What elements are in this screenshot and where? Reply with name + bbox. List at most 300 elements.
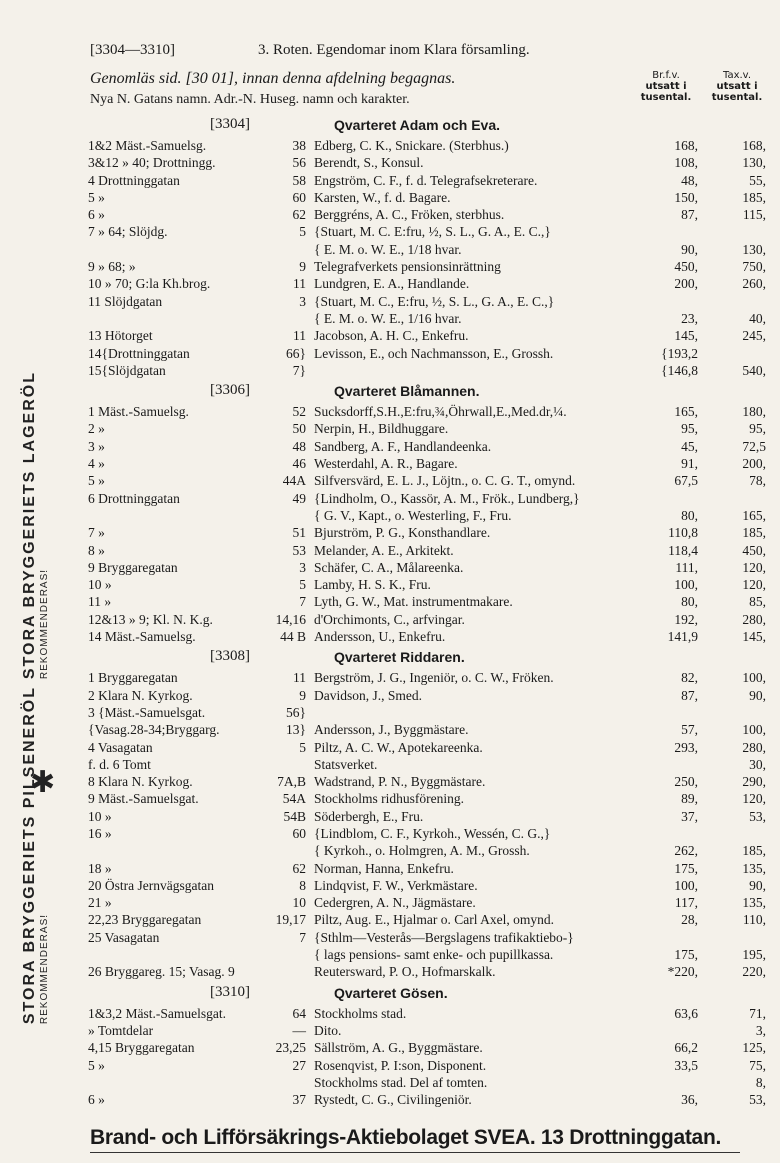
- address-number: 48: [292, 438, 306, 454]
- street-address: 9 Bryggaregatan: [88, 559, 178, 575]
- owner-name: Stockholms stad. Del af tomten.: [314, 1074, 488, 1090]
- property-row: [88, 543, 768, 560]
- fire-insurance-value: 165,: [674, 404, 698, 420]
- property-row: [88, 456, 768, 473]
- tax-value: 130,: [742, 155, 766, 171]
- fire-insurance-value: 450,: [674, 259, 698, 275]
- tax-value: 125,: [742, 1040, 766, 1056]
- address-number: 9: [299, 687, 306, 703]
- column-description: Nya N. Gatans namn. Adr.-N. Huseg. namn och karakter.: [90, 92, 410, 107]
- owner-name: Piltz, Aug. E., Hjalmar o. Carl Axel, omynd.: [314, 912, 554, 928]
- property-row: [88, 594, 768, 611]
- tax-value: 290,: [742, 774, 766, 790]
- street-address: 6 »: [88, 207, 105, 223]
- tax-value: 90,: [749, 877, 766, 893]
- property-row: [88, 1006, 768, 1023]
- street-address: 22,23 Bryggaregatan: [88, 912, 202, 928]
- block-header: [88, 646, 768, 670]
- block-name: Qvarteret Gösen.: [334, 984, 448, 1001]
- tax-value: 3,: [755, 1022, 766, 1038]
- address-number: 60: [292, 189, 306, 205]
- tax-value: 195,: [742, 947, 766, 963]
- property-row: [88, 138, 768, 155]
- owner-name: Sällström, A. G., Byggmästare.: [314, 1040, 483, 1056]
- owner-name: Silfversvärd, E. L. J., Löjtn., o. C. G. T., omynd.: [314, 473, 576, 489]
- property-row: [88, 612, 768, 629]
- owner-name: Stockholms stad.: [314, 1005, 407, 1021]
- margin-ad-pilsenerol: [18, 685, 52, 1025]
- property-row: [88, 722, 768, 739]
- column-header-brfv-label: Br.f.v.: [652, 70, 680, 81]
- property-row: [88, 259, 768, 276]
- owner-name: Bjurström, P. G., Konsthandlare.: [314, 525, 491, 541]
- fire-insurance-value: 89,: [681, 791, 698, 807]
- tax-value: 200,: [742, 456, 766, 472]
- street-address: 8 »: [88, 542, 105, 558]
- address-number: 5: [299, 577, 306, 593]
- street-address: 18 »: [88, 860, 112, 876]
- property-row: [88, 577, 768, 594]
- owner-name: Andersson, J., Byggmästare.: [314, 722, 469, 738]
- property-row: [88, 670, 768, 687]
- street-address: 6 Drottninggatan: [88, 490, 180, 506]
- margin-ad-lagerol: [18, 360, 52, 690]
- street-address: 3 {Mäst.-Samuelsgat.: [88, 704, 206, 720]
- fire-insurance-value: 175,: [674, 947, 698, 963]
- property-row: [88, 560, 768, 577]
- owner-name: Engström, C. F., f. d. Telegrafsekreterare.: [314, 172, 538, 188]
- street-address: 6 »: [88, 1092, 105, 1108]
- fire-insurance-value: 91,: [681, 456, 698, 472]
- address-number: 60: [292, 825, 306, 841]
- street-address: 14{Drottninggatan: [88, 345, 190, 361]
- fire-insurance-value: 293,: [674, 739, 698, 755]
- tax-value: 220,: [742, 964, 766, 980]
- margin-ad-lagerol-sub: REKOMMENDERAS!: [38, 568, 50, 680]
- street-address: 11 »: [88, 594, 112, 610]
- address-number: 7: [299, 594, 306, 610]
- column-header-brfv: [636, 70, 696, 103]
- street-address: 10 » 70; G:la Kh.brog.: [88, 276, 211, 292]
- owner-name: { lags pensions- samt enke- och pupillkassa.: [314, 947, 554, 963]
- fire-insurance-value: 250,: [674, 774, 698, 790]
- fire-insurance-value: {146,8: [661, 362, 698, 378]
- address-number: 7: [299, 929, 306, 945]
- owner-name: Söderbergh, E., Fru.: [314, 808, 424, 824]
- street-address: 10 »: [88, 808, 112, 824]
- fire-insurance-value: 141,9: [667, 629, 698, 645]
- block-header: [88, 982, 768, 1006]
- address-number: 54A: [282, 791, 306, 807]
- address-number: 3: [299, 559, 306, 575]
- property-row: [88, 774, 768, 791]
- address-number: 64: [292, 1005, 306, 1021]
- property-row: [88, 1092, 768, 1109]
- property-row: [88, 173, 768, 190]
- street-address: 12&13 » 9; Kl. N. K.g.: [88, 611, 213, 627]
- property-row: [88, 525, 768, 542]
- tax-value: 180,: [742, 404, 766, 420]
- address-number: 53: [292, 542, 306, 558]
- tax-value: 280,: [742, 611, 766, 627]
- fire-insurance-value: 45,: [681, 438, 698, 454]
- street-address: 1&3,2 Mäst.-Samuelsgat.: [88, 1005, 226, 1021]
- block-code: [3308]: [210, 648, 250, 665]
- property-row: [88, 242, 768, 259]
- property-row: [88, 404, 768, 421]
- address-number: 5: [299, 224, 306, 240]
- owner-name: { Kyrkoh., o. Holmgren, A. M., Grossh.: [314, 843, 530, 859]
- property-row: [88, 190, 768, 207]
- footer-advertisement: Brand- och Lifförsäkrings-Aktiebolaget SVEA. 13 Drottninggatan.: [90, 1126, 722, 1149]
- fire-insurance-value: 37,: [681, 808, 698, 824]
- street-address: 15{Slöjdgatan: [88, 362, 166, 378]
- owner-name: Andersson, U., Enkefru.: [314, 629, 446, 645]
- tax-value: 135,: [742, 895, 766, 911]
- owner-name: Rosenqvist, P. I:son, Disponent.: [314, 1057, 487, 1073]
- street-address: 16 »: [88, 825, 112, 841]
- owner-name: {Lindblom, C. F., Kyrkoh., Wessén, C. G.,}: [314, 825, 551, 841]
- property-row: [88, 155, 768, 172]
- address-number: 3: [299, 293, 306, 309]
- tax-value: 53,: [749, 808, 766, 824]
- property-row: [88, 826, 768, 843]
- property-row: [88, 809, 768, 826]
- tax-value: 71,: [749, 1005, 766, 1021]
- tax-value: 260,: [742, 276, 766, 292]
- tax-value: 245,: [742, 328, 766, 344]
- street-address: 1 Mäst.-Samuelsg.: [88, 404, 189, 420]
- property-row: [88, 491, 768, 508]
- property-row: [88, 224, 768, 241]
- margin-ad-lagerol-text: STORA BRYGGERIETS LAGERÖL: [20, 370, 38, 680]
- property-row: [88, 439, 768, 456]
- property-row: [88, 740, 768, 757]
- tax-value: 145,: [742, 629, 766, 645]
- fire-insurance-value: 111,: [675, 559, 698, 575]
- fire-insurance-value: 168,: [674, 138, 698, 153]
- address-number: —: [292, 1022, 306, 1038]
- address-number: 9: [299, 259, 306, 275]
- owner-name: Karsten, W., f. d. Bagare.: [314, 189, 451, 205]
- tax-value: 130,: [742, 241, 766, 257]
- address-number: 14,16: [275, 611, 306, 627]
- tax-value: 120,: [742, 791, 766, 807]
- tax-value: 185,: [742, 843, 766, 859]
- street-address: 4,15 Bryggaregatan: [88, 1040, 195, 1056]
- property-row: [88, 508, 768, 525]
- property-row: [88, 421, 768, 438]
- footer-divider: [90, 1152, 740, 1153]
- owner-name: {Lindholm, O., Kassör, A. M., Frök., Lundberg,}: [314, 490, 580, 506]
- street-address: » Tomtdelar: [88, 1022, 154, 1038]
- fire-insurance-value: 57,: [681, 722, 698, 738]
- column-header-taxv-sub: utsatt i tusental.: [711, 81, 763, 103]
- tax-value: 100,: [742, 670, 766, 686]
- owner-name: Lundgren, E. A., Handlande.: [314, 276, 470, 292]
- owner-name: { G. V., Kapt., o. Westerling, F., Fru.: [314, 507, 512, 523]
- street-address: 21 »: [88, 895, 112, 911]
- address-number: 49: [292, 490, 306, 506]
- fire-insurance-value: 117,: [674, 895, 698, 911]
- property-row: [88, 294, 768, 311]
- address-number: 8: [299, 877, 306, 893]
- property-row: [88, 688, 768, 705]
- address-number: 66}: [286, 345, 306, 361]
- address-number: 7}: [292, 362, 306, 378]
- tax-value: 8,: [755, 1074, 766, 1090]
- owner-name: {Stuart, M. C. E:fru, ½, S. L., G. A., E. C.,}: [314, 224, 551, 240]
- street-address: f. d. 6 Tomt: [88, 756, 151, 772]
- owner-name: Berggréns, A. C., Fröken, sterbhus.: [314, 207, 505, 223]
- column-header-taxv-label: Tax.v.: [723, 70, 751, 81]
- owner-name: Reutersward, P. O., Hofmarskalk.: [314, 964, 496, 980]
- address-number: 19,17: [275, 912, 306, 928]
- fire-insurance-value: 80,: [681, 507, 698, 523]
- tax-value: 53,: [749, 1092, 766, 1108]
- address-number: 46: [292, 456, 306, 472]
- column-header-brfv-sub: utsatt i tusental.: [640, 81, 692, 103]
- fire-insurance-value: 108,: [674, 155, 698, 171]
- fire-insurance-value: 36,: [681, 1092, 698, 1108]
- fire-insurance-value: 90,: [681, 241, 698, 257]
- property-row: [88, 207, 768, 224]
- address-number: 11: [293, 276, 306, 292]
- margin-ad-pilsenerol-text: STORA BRYGGERIETS PILSENERÖL: [20, 685, 38, 1025]
- owner-name: Lindqvist, F. W., Verkmästare.: [314, 877, 478, 893]
- address-number: 37: [292, 1092, 306, 1108]
- property-row: [88, 473, 768, 490]
- tax-value: 120,: [742, 577, 766, 593]
- street-address: 8 Klara N. Kyrkog.: [88, 774, 193, 790]
- tax-value: 95,: [749, 421, 766, 437]
- owner-name: Telegrafverkets pensionsinrättning: [314, 259, 501, 275]
- tax-value: 135,: [742, 860, 766, 876]
- street-address: 2 »: [88, 421, 105, 437]
- tax-value: 540,: [742, 362, 766, 378]
- property-row: [88, 311, 768, 328]
- tax-value: 40,: [749, 310, 766, 326]
- fire-insurance-value: 262,: [674, 843, 698, 859]
- address-number: 51: [292, 525, 306, 541]
- fire-insurance-value: 175,: [674, 860, 698, 876]
- tax-value: 120,: [742, 559, 766, 575]
- street-address: 26 Bryggareg. 15; Vasag. 9: [88, 964, 235, 980]
- fire-insurance-value: 200,: [674, 276, 698, 292]
- tax-value: 100,: [742, 722, 766, 738]
- street-address: 1 Bryggaregatan: [88, 670, 178, 686]
- street-address: 9 » 68; »: [88, 259, 136, 275]
- tax-value: 85,: [749, 594, 766, 610]
- address-number: 23,25: [275, 1040, 306, 1056]
- owner-name: Bergström, J. G., Ingeniör, o. C. W., Fröken.: [314, 670, 554, 686]
- street-address: 4 »: [88, 456, 105, 472]
- owner-name: Davidson, J., Smed.: [314, 687, 422, 703]
- tax-value: 168,: [742, 138, 766, 153]
- tax-value: 280,: [742, 739, 766, 755]
- owner-name: Jacobson, A. H. C., Enkefru.: [314, 328, 469, 344]
- owner-name: Wadstrand, P. N., Byggmästare.: [314, 774, 486, 790]
- address-number: 11: [293, 670, 306, 686]
- margin-ad-pilsenerol-sub: REKOMMENDERAS!: [38, 913, 50, 1025]
- street-address: 3&12 » 40; Drottningg.: [88, 155, 216, 171]
- street-address: 20 Östra Jernvägsgatan: [88, 877, 214, 893]
- address-number: 44A: [282, 473, 306, 489]
- street-address: {Vasag.28-34;Bryggarg.: [88, 722, 220, 738]
- address-number: 11: [293, 328, 306, 344]
- address-number: 27: [292, 1057, 306, 1073]
- street-address: 7 »: [88, 525, 105, 541]
- tax-value: 55,: [749, 172, 766, 188]
- owner-name: Westerdahl, A. R., Bagare.: [314, 456, 458, 472]
- property-row: [88, 1040, 768, 1057]
- block-name: Qvarteret Blåmannen.: [334, 383, 480, 400]
- tax-value: 72,5: [742, 438, 766, 454]
- property-row: [88, 895, 768, 912]
- owner-name: Lyth, G. W., Mat. instrumentmakare.: [314, 594, 513, 610]
- tax-value: 30,: [749, 756, 766, 772]
- address-number: 62: [292, 860, 306, 876]
- street-address: 5 »: [88, 1057, 105, 1073]
- tax-value: 750,: [742, 259, 766, 275]
- fire-insurance-value: 100,: [674, 577, 698, 593]
- page-range: [3304—3310]: [90, 42, 175, 58]
- property-row: [88, 1023, 768, 1040]
- property-row: [88, 930, 768, 947]
- owner-name: Levisson, E., och Nachmansson, E., Grossh.: [314, 345, 554, 361]
- street-address: 14 Mäst.-Samuelsg.: [88, 629, 196, 645]
- fire-insurance-value: 66,2: [674, 1040, 698, 1056]
- property-row: [88, 964, 768, 981]
- address-number: 5: [299, 739, 306, 755]
- property-row: [88, 861, 768, 878]
- address-number: 58: [292, 172, 306, 188]
- fire-insurance-value: 87,: [681, 687, 698, 703]
- property-listing: [88, 114, 768, 1109]
- street-address: 2 Klara N. Kyrkog.: [88, 687, 193, 703]
- street-address: 9 Mäst.-Samuelsgat.: [88, 791, 199, 807]
- street-address: 7 » 64; Slöjdg.: [88, 224, 168, 240]
- address-number: 38: [292, 138, 306, 153]
- usage-note: Genomläs sid. [30 01], innan denna afdelning begagnas.: [90, 70, 456, 87]
- address-number: 50: [292, 421, 306, 437]
- page-title: 3. Roten. Egendomar inom Klara församling.: [258, 42, 530, 58]
- fire-insurance-value: 82,: [681, 670, 698, 686]
- street-address: 13 Hötorget: [88, 328, 153, 344]
- property-row: [88, 947, 768, 964]
- block-code: [3304]: [210, 116, 250, 132]
- street-address: 11 Slöjdgatan: [88, 293, 163, 309]
- property-row: [88, 878, 768, 895]
- owner-name: Cedergren, A. N., Jägmästare.: [314, 895, 476, 911]
- star-icon: ✱: [30, 765, 56, 800]
- block-header: [88, 114, 768, 138]
- street-address: 4 Vasagatan: [88, 739, 153, 755]
- tax-value: 165,: [742, 507, 766, 523]
- page-header: [90, 42, 530, 59]
- street-address: 4 Drottninggatan: [88, 172, 180, 188]
- fire-insurance-value: 67,5: [674, 473, 698, 489]
- property-row: [88, 363, 768, 380]
- block-header: [88, 380, 768, 404]
- owner-name: {Sthlm—Vesterås—Bergslagens trafikaktiebo-}: [314, 929, 574, 945]
- street-address: 10 »: [88, 577, 112, 593]
- fire-insurance-value: {193,2: [661, 345, 698, 361]
- owner-name: Stockholms ridhusförening.: [314, 791, 464, 807]
- street-address: 3 »: [88, 438, 105, 454]
- tax-value: 450,: [742, 542, 766, 558]
- owner-name: Berendt, S., Konsul.: [314, 155, 424, 171]
- block-code: [3306]: [210, 382, 250, 399]
- fire-insurance-value: 95,: [681, 421, 698, 437]
- address-number: 56}: [286, 704, 306, 720]
- fire-insurance-value: 23,: [681, 310, 698, 326]
- fire-insurance-value: 110,8: [668, 525, 698, 541]
- owner-name: Lamby, H. S. K., Fru.: [314, 577, 431, 593]
- fire-insurance-value: 48,: [681, 172, 698, 188]
- tax-value: 78,: [749, 473, 766, 489]
- column-header-taxv: [704, 70, 770, 103]
- owner-name: Nerpin, H., Bildhuggare.: [314, 421, 449, 437]
- address-number: 52: [292, 404, 306, 420]
- address-number: 56: [292, 155, 306, 171]
- property-row: [88, 757, 768, 774]
- owner-name: Sucksdorff,S.H.,E:fru,¾,Öhrwall,E.,Med.dr,¼.: [314, 404, 567, 420]
- fire-insurance-value: 87,: [681, 207, 698, 223]
- block-code: [3310]: [210, 983, 250, 1000]
- tax-value: 115,: [742, 207, 766, 223]
- street-address: 5 »: [88, 189, 105, 205]
- fire-insurance-value: 28,: [681, 912, 698, 928]
- street-address: 25 Vasagatan: [88, 929, 160, 945]
- street-address: 1&2 Mäst.-Samuelsg.: [88, 138, 207, 153]
- property-row: [88, 791, 768, 808]
- fire-insurance-value: 192,: [674, 611, 698, 627]
- property-row: [88, 843, 768, 860]
- tax-value: 90,: [749, 687, 766, 703]
- property-row: [88, 629, 768, 646]
- owner-name: Melander, A. E., Arkitekt.: [314, 542, 454, 558]
- property-row: [88, 705, 768, 722]
- fire-insurance-value: 33,5: [674, 1057, 698, 1073]
- address-number: 62: [292, 207, 306, 223]
- owner-name: { E. M. o. W. E., 1/18 hvar.: [314, 241, 462, 257]
- block-name: Qvarteret Adam och Eva.: [334, 117, 500, 133]
- owner-name: Sandberg, A. F., Handlandeenka.: [314, 438, 492, 454]
- address-number: 10: [292, 895, 306, 911]
- property-row: [88, 346, 768, 363]
- fire-insurance-value: 63,6: [674, 1005, 698, 1021]
- block-name: Qvarteret Riddaren.: [334, 649, 465, 666]
- tax-value: 75,: [749, 1057, 766, 1073]
- tax-value: 110,: [742, 912, 766, 928]
- owner-name: Schäfer, C. A., Målareenka.: [314, 559, 464, 575]
- property-row: [88, 1075, 768, 1092]
- fire-insurance-value: 80,: [681, 594, 698, 610]
- owner-name: d'Orchimonts, C., arfvingar.: [314, 611, 465, 627]
- fire-insurance-value: 100,: [674, 877, 698, 893]
- owner-name: Norman, Hanna, Enkefru.: [314, 860, 454, 876]
- property-row: [88, 1058, 768, 1075]
- address-number: 7A,B: [277, 774, 306, 790]
- street-address: 5 »: [88, 473, 105, 489]
- owner-name: Dito.: [314, 1022, 342, 1038]
- property-row: [88, 276, 768, 293]
- address-number: 54B: [283, 808, 306, 824]
- address-number: 13}: [286, 722, 306, 738]
- tax-value: 185,: [742, 525, 766, 541]
- tax-value: 185,: [742, 189, 766, 205]
